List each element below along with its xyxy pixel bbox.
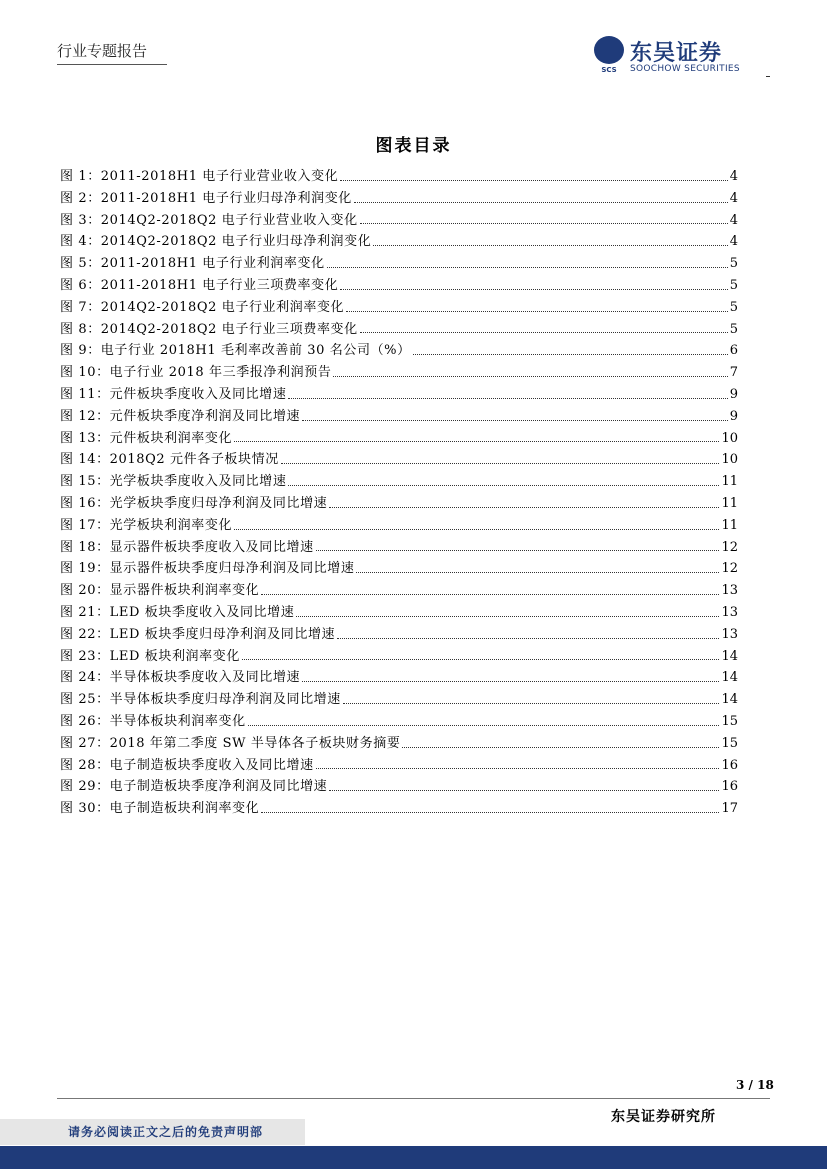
toc-entry[interactable] — [60, 166, 738, 188]
toc-entry[interactable] — [60, 776, 738, 798]
toc-entry-page: 12 — [721, 539, 738, 555]
toc-entry-page: 16 — [721, 779, 738, 795]
toc-dot-leader — [402, 746, 719, 748]
toc-entry-label: 图 2：2011-2018H1 电子行业归母净利润变化 — [60, 190, 352, 206]
toc-entry-page: 4 — [729, 190, 738, 206]
footer-rule — [57, 1098, 770, 1099]
toc-entry-label: 图 28：电子制造板块季度收入及同比增速 — [60, 757, 314, 773]
toc-entry-page: 16 — [721, 757, 738, 773]
toc-dot-leader — [261, 593, 719, 595]
toc-dot-leader — [354, 201, 728, 203]
toc-entry[interactable] — [60, 733, 738, 755]
toc-entry-page: 6 — [729, 343, 738, 359]
toc-list — [60, 166, 738, 820]
toc-entry[interactable] — [60, 689, 738, 711]
toc-entry-label: 图 25：半导体板块季度归母净利润及同比增速 — [60, 692, 341, 708]
toc-entry-label: 图 16：光学板块季度归母净利润及同比增速 — [60, 495, 328, 511]
toc-entry[interactable] — [60, 602, 738, 624]
toc-entry-label: 图 9：电子行业 2018H1 毛利率改善前 30 名公司（%） — [60, 343, 411, 359]
toc-entry-label: 图 3：2014Q2-2018Q2 电子行业营业收入变化 — [60, 212, 358, 228]
toc-entry-label: 图 12：元件板块季度净利润及同比增速 — [60, 408, 301, 424]
toc-entry-page: 5 — [729, 299, 738, 315]
toc-entry[interactable] — [60, 558, 738, 580]
toc-dot-leader — [346, 310, 728, 312]
toc-entry-page: 12 — [721, 561, 738, 577]
toc-entry[interactable] — [60, 384, 738, 406]
toc-entry[interactable] — [60, 362, 738, 384]
toc-entry-page: 4 — [729, 169, 738, 184]
toc-dot-leader — [340, 288, 727, 290]
toc-entry-page: 15 — [721, 713, 738, 729]
toc-entry-page: 13 — [721, 604, 738, 620]
toc-dot-leader — [337, 637, 719, 639]
toc-entry[interactable] — [60, 253, 738, 275]
toc-entry[interactable] — [60, 231, 738, 253]
toc-entry-label: 图 10：电子行业 2018 年三季报净利润预告 — [60, 365, 332, 381]
toc-entry[interactable] — [60, 449, 738, 471]
toc-dot-leader — [288, 484, 719, 486]
toc-entry-page: 15 — [721, 735, 738, 751]
toc-entry-label: 图 5：2011-2018H1 电子行业利润率变化 — [60, 256, 325, 272]
logo-english-name: SOOCHOW SECURITIES — [630, 64, 740, 74]
footer-disclaimer-banner — [0, 1119, 305, 1145]
toc-dot-leader — [261, 811, 719, 813]
toc-entry[interactable] — [60, 319, 738, 341]
toc-dot-leader — [316, 549, 720, 551]
toc-entry-page: 10 — [721, 430, 738, 446]
toc-dot-leader — [288, 397, 727, 399]
report-category: 行业专题报告 — [57, 42, 148, 60]
toc-entry-page: 4 — [729, 234, 738, 250]
company-logo — [594, 36, 764, 76]
toc-entry[interactable] — [60, 493, 738, 515]
toc-entry[interactable] — [60, 275, 738, 297]
toc-entry-label: 图 15：光学板块季度收入及同比增速 — [60, 474, 287, 490]
toc-entry-label: 图 30：电子制造板块利润率变化 — [60, 801, 260, 817]
toc-dot-leader — [302, 680, 719, 682]
logo-chinese-name: 东吴证券 — [630, 41, 723, 66]
page-number: 3 / 18 — [736, 1078, 774, 1092]
toc-entry-page: 14 — [721, 692, 738, 708]
toc-dot-leader — [329, 789, 719, 791]
header-dash — [766, 76, 770, 77]
toc-dot-leader — [360, 331, 728, 333]
toc-entry[interactable] — [60, 428, 738, 450]
toc-dot-leader — [327, 266, 728, 268]
logo-mark-text: SCS — [601, 66, 617, 74]
toc-entry-label: 图 23：LED 板块利润率变化 — [60, 648, 240, 664]
toc-entry[interactable] — [60, 188, 738, 210]
toc-entry-label: 图 19：显示器件板块季度归母净利润及同比增速 — [60, 561, 355, 577]
toc-entry-page: 11 — [721, 474, 738, 490]
toc-dot-leader — [296, 615, 719, 617]
footer-disclaimer: 请务必阅读正文之后的免责声明部 — [68, 1125, 264, 1139]
toc-dot-leader — [360, 222, 728, 224]
toc-entry-page: 11 — [721, 517, 738, 533]
toc-entry-label: 图 22：LED 板块季度归母净利润及同比增速 — [60, 626, 336, 642]
toc-entry-label: 图 29：电子制造板块季度净利润及同比增速 — [60, 779, 328, 795]
toc-entry-page: 11 — [721, 495, 738, 511]
toc-entry[interactable] — [60, 798, 738, 820]
header-underline — [57, 64, 167, 65]
toc-entry[interactable] — [60, 580, 738, 602]
toc-entry[interactable] — [60, 210, 738, 232]
toc-entry[interactable] — [60, 406, 738, 428]
toc-title: 图表目录 — [375, 136, 452, 156]
toc-dot-leader — [234, 528, 719, 530]
toc-entry-label: 图 4：2014Q2-2018Q2 电子行业归母净利润变化 — [60, 234, 372, 250]
toc-entry-page: 7 — [729, 365, 738, 381]
footer-bar — [0, 1146, 827, 1169]
toc-entry-page: 17 — [721, 801, 738, 817]
toc-entry-label: 图 7：2014Q2-2018Q2 电子行业利润率变化 — [60, 299, 345, 315]
toc-dot-leader — [329, 506, 719, 508]
toc-entry-label: 图 13：元件板块利润率变化 — [60, 430, 233, 446]
toc-entry[interactable] — [60, 755, 738, 777]
toc-entry-label: 图 8：2014Q2-2018Q2 电子行业三项费率变化 — [60, 321, 358, 337]
toc-entry-page: 10 — [721, 452, 738, 468]
footer-organization: 东吴证券研究所 — [611, 1109, 716, 1125]
toc-entry-label: 图 20：显示器件板块利润率变化 — [60, 583, 260, 599]
toc-entry-label: 图 21：LED 板块季度收入及同比增速 — [60, 604, 295, 620]
toc-entry[interactable] — [60, 667, 738, 689]
toc-entry-page: 5 — [729, 256, 738, 272]
toc-dot-leader — [242, 658, 720, 660]
toc-entry[interactable] — [60, 711, 738, 733]
toc-entry[interactable] — [60, 646, 738, 668]
toc-dot-leader — [302, 419, 728, 421]
toc-entry[interactable] — [60, 471, 738, 493]
toc-entry[interactable] — [60, 624, 738, 646]
toc-entry-label: 图 26：半导体板块利润率变化 — [60, 713, 246, 729]
toc-entry-page: 13 — [721, 626, 738, 642]
toc-dot-leader — [413, 353, 728, 355]
toc-dot-leader — [234, 440, 719, 442]
toc-dot-leader — [333, 375, 727, 377]
toc-dot-leader — [316, 767, 720, 769]
toc-entry-label: 图 17：光学板块利润率变化 — [60, 517, 233, 533]
toc-entry-page: 9 — [729, 386, 738, 402]
toc-entry-page: 9 — [729, 408, 738, 424]
toc-entry-page: 14 — [721, 648, 738, 664]
toc-entry-page: 13 — [721, 583, 738, 599]
logo-mark-icon — [594, 36, 624, 64]
toc-entry[interactable] — [60, 340, 738, 362]
toc-entry[interactable] — [60, 537, 738, 559]
toc-entry-label: 图 18：显示器件板块季度收入及同比增速 — [60, 539, 314, 555]
toc-dot-leader — [248, 724, 720, 726]
toc-entry-page: 4 — [729, 212, 738, 228]
toc-entry-label: 图 11：元件板块季度收入及同比增速 — [60, 386, 287, 402]
toc-entry-label: 图 6：2011-2018H1 电子行业三项费率变化 — [60, 277, 339, 293]
toc-entry-label: 图 27：2018 年第二季度 SW 半导体各子板块财务摘要 — [60, 735, 401, 751]
toc-entry[interactable] — [60, 297, 738, 319]
toc-entry-page: 5 — [729, 277, 738, 293]
toc-dot-leader — [340, 179, 727, 181]
toc-entry-page: 5 — [729, 321, 738, 337]
toc-dot-leader — [343, 702, 720, 704]
toc-entry-label: 图 1：2011-2018H1 电子行业营业收入变化 — [60, 169, 339, 184]
toc-entry-page: 14 — [721, 670, 738, 686]
toc-entry-label: 图 24：半导体板块季度收入及同比增速 — [60, 670, 301, 686]
toc-dot-leader — [281, 462, 720, 464]
toc-entry[interactable] — [60, 515, 738, 537]
toc-dot-leader — [373, 244, 727, 246]
toc-dot-leader — [356, 571, 719, 573]
toc-entry-label: 图 14：2018Q2 元件各子板块情况 — [60, 452, 279, 468]
